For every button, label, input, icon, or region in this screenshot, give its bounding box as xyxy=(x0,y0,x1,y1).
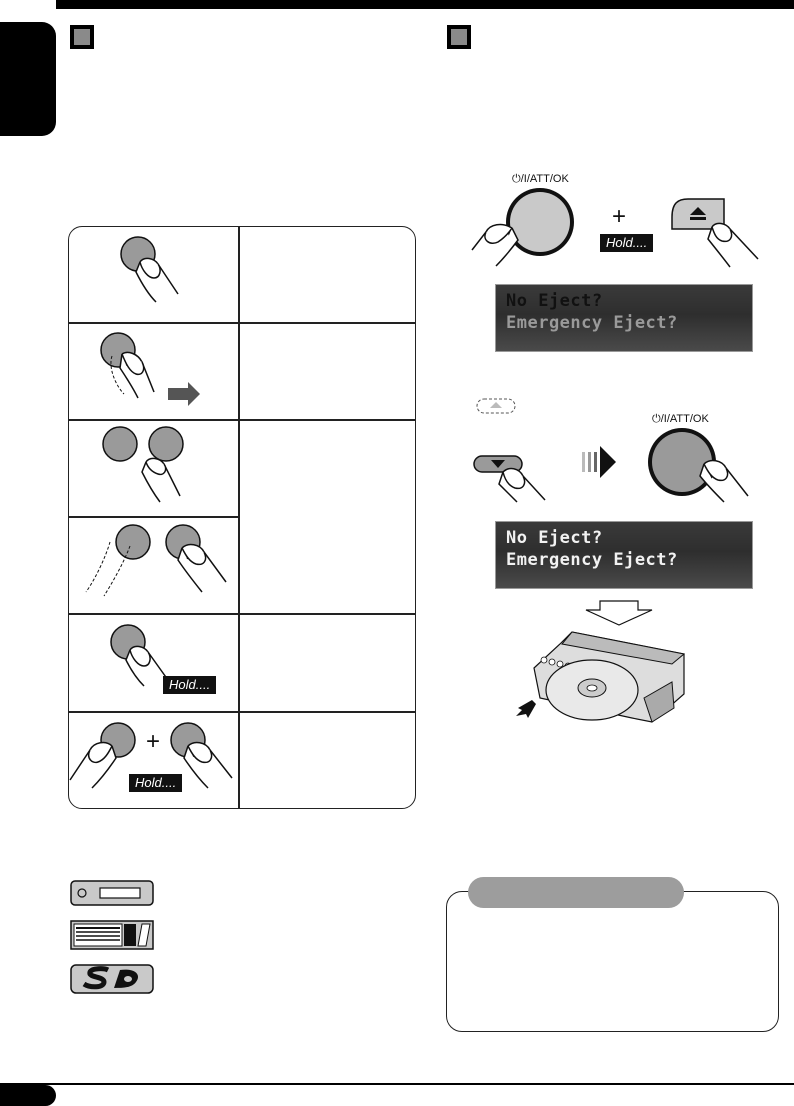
disc-ejecting-illustration xyxy=(512,628,692,734)
lcd-display-bottom xyxy=(495,521,753,589)
lcd-display-top xyxy=(495,284,753,352)
lcd-line-no-eject: No Eject? xyxy=(506,528,603,548)
lcd-line-emergency-eject: Emergency Eject? xyxy=(506,550,678,570)
table-row-divider xyxy=(69,419,415,421)
table-row-divider xyxy=(69,516,239,518)
page-number-tab xyxy=(0,1085,56,1106)
lcd-line-emergency-eject: Emergency Eject? xyxy=(506,313,678,333)
two-buttons-press-illustration xyxy=(98,424,218,509)
section-marker-right xyxy=(447,25,471,49)
hold-badge: Hold.... xyxy=(600,234,653,252)
card-slot-icon xyxy=(70,880,154,906)
power-button-press-illustration xyxy=(472,188,582,278)
note-callout-heading-pill xyxy=(468,877,684,908)
table-row-divider xyxy=(69,322,415,324)
hold-badge: Hold.... xyxy=(163,676,216,694)
press-button-illustration xyxy=(100,232,220,312)
language-side-tab xyxy=(0,22,56,136)
power-button-label: ⏻/I/ATT/OK xyxy=(652,413,709,425)
result-down-arrow-icon xyxy=(584,600,654,626)
eject-button-press-illustration xyxy=(668,197,764,269)
top-bar xyxy=(56,0,794,9)
bottom-rule xyxy=(0,1083,794,1085)
up-button-dashed-icon xyxy=(476,398,516,414)
power-button-label: ⏻/I/ATT/OK xyxy=(512,173,569,185)
section-marker-left xyxy=(70,25,94,49)
lcd-line-no-eject: No Eject? xyxy=(506,291,603,311)
slide-press-illustration xyxy=(98,328,218,408)
plus-sign: + xyxy=(612,203,627,230)
note-callout-box xyxy=(446,891,779,1032)
down-button-press-illustration xyxy=(473,450,553,500)
cd-slot-icon xyxy=(70,920,154,950)
power-button-confirm-illustration xyxy=(644,428,754,508)
next-step-arrow-icon xyxy=(580,444,620,484)
alternate-buttons-illustration xyxy=(70,522,238,607)
table-row-divider xyxy=(69,711,415,713)
sd-logo-icon xyxy=(70,964,154,994)
table-column-divider xyxy=(238,227,240,808)
hold-badge: Hold.... xyxy=(129,774,182,792)
table-row-divider xyxy=(69,613,415,615)
plus-sign: + xyxy=(146,728,161,755)
